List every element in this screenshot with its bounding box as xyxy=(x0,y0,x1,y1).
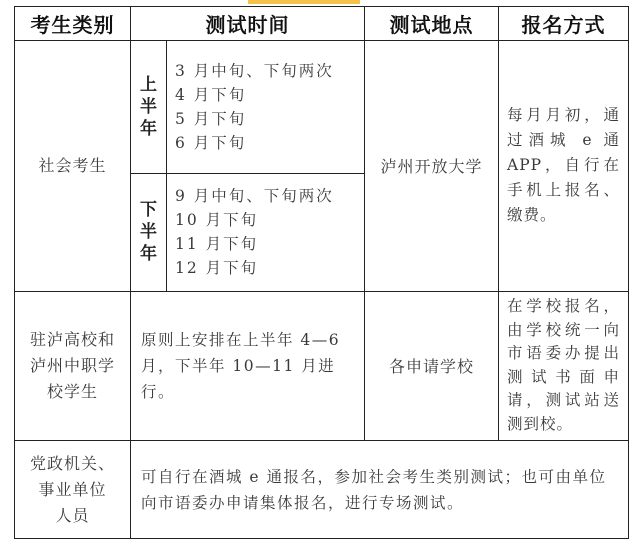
school-location: 各申请学校 xyxy=(365,291,499,440)
school-time: 原则上安排在上半年 4—6 月，下半年 10—11 月进行。 xyxy=(131,291,365,440)
header-time: 测试时间 xyxy=(131,7,365,41)
government-category: 党政机关、 事业单位 人员 xyxy=(15,441,131,539)
government-note: 可自行在酒城 e 通报名，参加社会考生类别测试；也可由单位向市语委办申请集体报名，进行专场测试。 xyxy=(131,441,629,539)
registration-table xyxy=(14,6,629,539)
social-category: 社会考生 xyxy=(15,41,131,291)
school-method: 在学校报名，由学校统一向市语委办提出测试书面申请，测试站送测到校。 xyxy=(499,291,629,440)
header-row xyxy=(15,7,629,41)
first-half-label: 上 半 年 xyxy=(131,41,167,173)
social-location: 泸州开放大学 xyxy=(365,41,499,291)
school-category: 驻泸高校和 泸州中职学 校学生 xyxy=(15,291,131,440)
second-half-label: 下 半 年 xyxy=(131,173,167,291)
second-half-dates: 9 月中旬、下旬两次 10 月下旬 11 月下旬 12 月下旬 xyxy=(167,173,365,291)
social-row-first-half xyxy=(15,41,629,173)
header-category: 考生类别 xyxy=(15,7,131,41)
social-method: 每月月初，通过酒城 e 通 APP，自行在手机上报名、缴费。 xyxy=(499,41,629,291)
header-method: 报名方式 xyxy=(499,7,629,41)
school-row xyxy=(15,291,629,440)
government-row xyxy=(15,441,629,539)
header-location: 测试地点 xyxy=(365,7,499,41)
top-highlight-mark xyxy=(248,0,360,4)
first-half-dates: 3 月中旬、下旬两次 4 月下旬 5 月下旬 6 月下旬 xyxy=(167,41,365,173)
